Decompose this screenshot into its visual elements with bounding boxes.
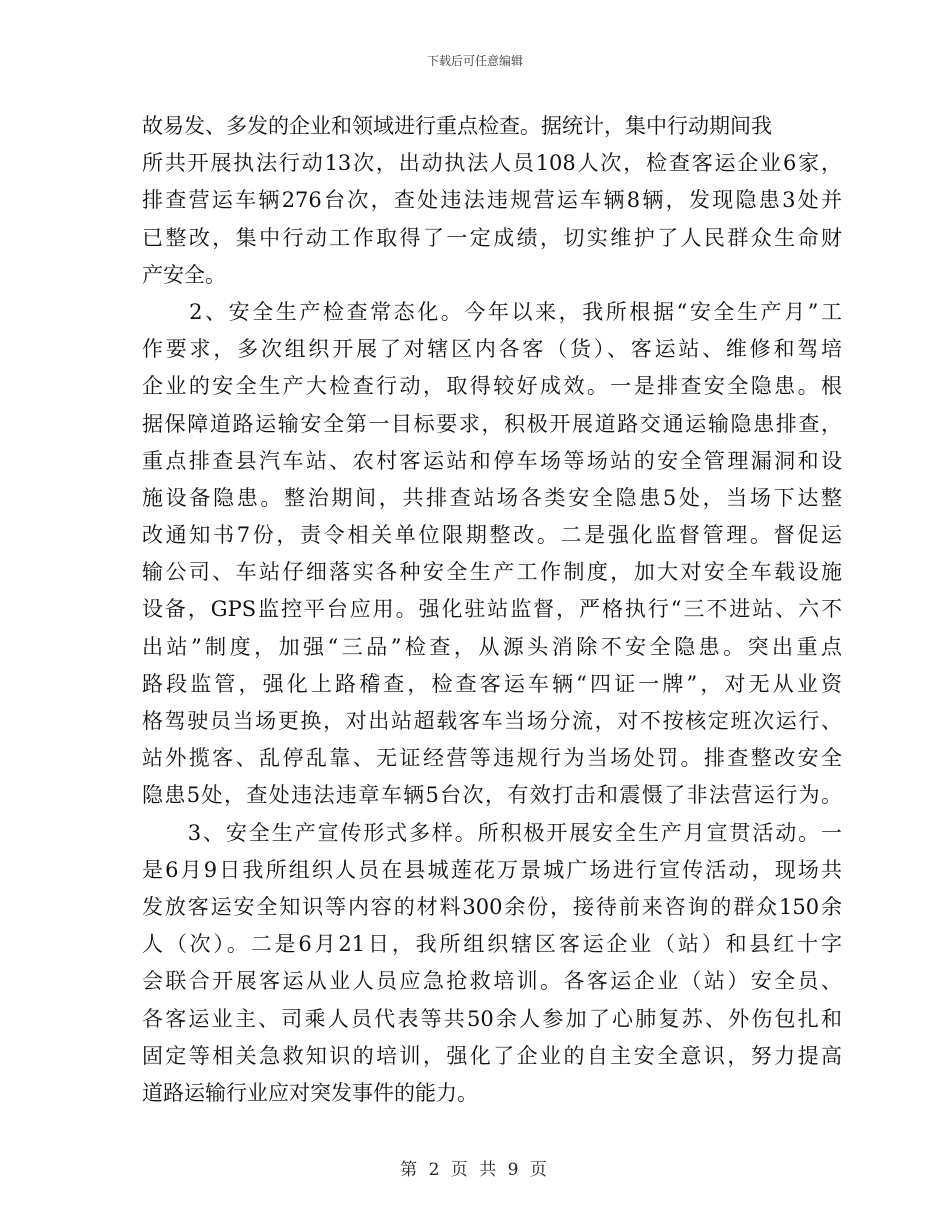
text-line: 改通知书7份，责令相关单位限期整改。二是强化监督管理。督促运 [142, 523, 842, 548]
text-line: 已整改，集中行动工作取得了一定成绩，切实维护了人民群众生命财 [142, 225, 842, 250]
text-line: 人（次）。二是6月21日，我所组织辖区客运企业（站）和县红十字 [142, 932, 842, 957]
text-line: 作要求，多次组织开展了对辖区内各客（货）、客运站、维修和驾培 [142, 337, 842, 362]
text-line: 据保障道路运输安全第一目标要求，积极开展道路交通运输隐患排查， [142, 411, 842, 436]
text-line: 会联合开展客运从业人员应急抢救培训。各客运企业（站）安全员、 [142, 969, 842, 994]
page-number-footer: 第 2 页 共 9 页 [400, 1160, 550, 1180]
text-line: 各客运业主、司乘人员代表等共50余人参加了心肺复苏、外伤包扎和 [142, 1006, 842, 1031]
text-line: 故易发、多发的企业和领域进行重点检查。据统计，集中行动期间我 [142, 114, 772, 138]
text-line: 固定等相关急救知识的培训，强化了企业的自主安全意识，努力提高 [142, 1043, 842, 1068]
text-line: 格驾驶员当场更换，对出站超载客车当场分流，对不按核定班次运行、 [142, 709, 842, 733]
document-body [142, 108, 842, 1112]
text-line: 企业的安全生产大检查行动，取得较好成效。一是排查安全隐患。根 [142, 374, 842, 399]
text-line: 3、安全生产宣传形式多样。所积极开展安全生产月宣贯活动。一 [142, 820, 842, 845]
text-line: 排查营运车辆276台次，查处违法违规营运车辆8辆，发现隐患3处并 [142, 188, 842, 213]
text-line: 重点排查县汽车站、农村客运站和停车场等场站的安全管理漏洞和设 [142, 448, 842, 473]
page-header-note: 下载后可任意编辑 [426, 54, 523, 68]
text-line: 产安全。 [142, 262, 226, 287]
text-line: 设备，GPS监控平台应用。强化驻站监督，严格执行“三不进站、六不 [142, 597, 842, 622]
text-line: 出站”制度，加强“三品”检查，从源头消除不安全隐患。突出重点 [142, 634, 842, 659]
text-line: 施设备隐患。整治期间，共排查站场各类安全隐患5处，当场下达整 [142, 485, 842, 510]
text-line: 站外揽客、乱停乱靠、无证经营等违规行为当场处罚。排查整改安全 [142, 746, 842, 771]
text-line: 道路运输行业应对突发事件的能力。 [142, 1080, 478, 1105]
text-line: 发放客运安全知识等内容的材料300余份，接待前来咨询的群众150余 [142, 894, 842, 919]
text-line: 路段监管，强化上路稽查，检查客运车辆“四证一牌”，对无从业资 [142, 671, 842, 696]
text-line: 2、安全生产检查常态化。今年以来，我所根据“安全生产月”工 [142, 299, 842, 324]
text-line: 是6月9日我所组织人员在县城莲花万景城广场进行宣传活动，现场共 [142, 857, 842, 882]
text-line: 所共开展执法行动13次，出动执法人员108人次，检查客运企业6家， [142, 151, 842, 176]
text-line: 隐患5处，查处违法违章车辆5台次，有效打击和震慑了非法营运行为。 [142, 783, 842, 808]
text-line: 输公司、车站仔细落实各种安全生产工作制度，加大对安全车载设施 [142, 560, 842, 585]
